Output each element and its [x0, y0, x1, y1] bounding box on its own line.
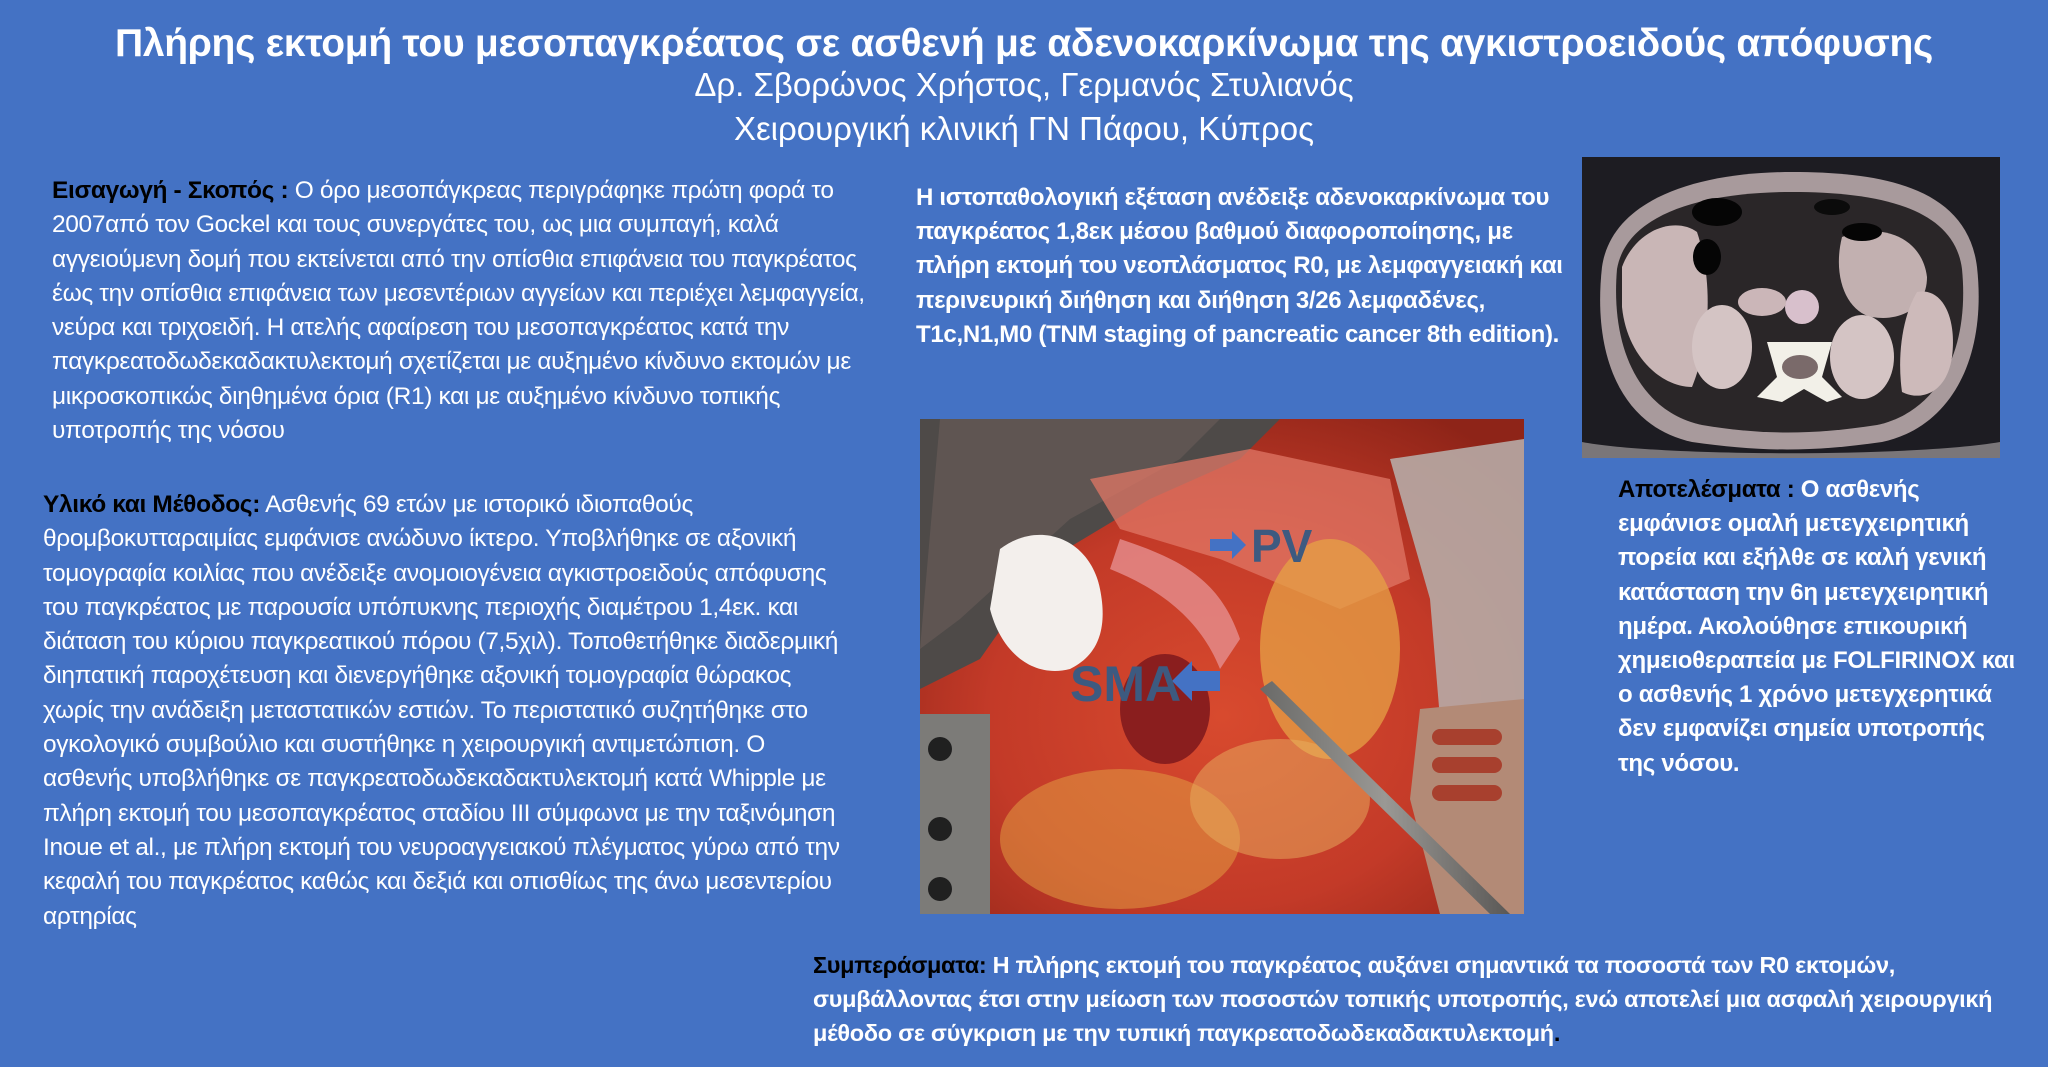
results-section	[1618, 473, 2018, 781]
conclusions-heading: Συμπεράσματα:	[813, 952, 987, 978]
methods-body: Ασθενής 69 ετών με ιστορικό ιδιοπαθούς θρομβοκυτταραιμίας εμφάνισε ανώδυνο ίκτερο. Υποβλήθηκε σε αξονική τομογραφία κοιλίας που ανέδειξε ανομοιογένεια αγκιστροειδούς απόφυσης του παγκρέατος με παρουσία υπόπυκνης περιοχής διαμέτρου 1,4εκ. και διάταση του κύριου παγκρεατικού πόρου (7,5χιλ). Τοποθετήθηκε διαδερμική διηπατική παροχέτευση και διενεργήθηκε αξονική τομογραφία θώρακος χωρίς την ανάδειξη μεταστατικών εστιών. Το περιστατικό συζητήθηκε στο ογκολογικό συμβούλιο και συστήθηκε η χειρουργική αντιμετώπιση. Ο ασθενής υποβλήθηκε σε παγκρεατοδωδεκαδακτυλεκτομή κατά Whipple με πλήρη εκτομή του μεσοπαγκρέατος σταδίου ΙΙΙ σύμφωνα με την ταξινόμηση Inoue et al., με πλήρη εκτομή του νευροαγγειακού πλέγματος γύρω από την κεφαλή του παγκρέατος καθώς και δεξιά και οπισθίως της άνω μεσεντερίου αρτηρίας	[43, 491, 840, 930]
intro-section	[52, 174, 882, 448]
methods-heading: Υλικό και Μέθοδος:	[43, 491, 261, 518]
results-body: Ο ασθενής εμφάνισε ομαλή μετεγχειρητική πορεία και εξήλθε σε καλή γενική κατάσταση την 6η μετεγχειρητική ημέρα. Ακολούθησε επικουρική χημειοθεραπεία με FOLFIRINOX και ο ασθενής 1 χρόνο μετεγχερητικά δεν εμφανίζει σημεία υποτροπής της νόσου.	[1618, 476, 2015, 777]
pv-label: PV	[1251, 520, 1313, 572]
conclusions-section	[813, 948, 2013, 1051]
histology-body: Η ιστοπαθολογική εξέταση ανέδειξε αδενοκαρκίνωμα του παγκρέατος 1,8εκ μέσου βαθμού διαφοροποίησης, με πλήρη εκτομή του νεοπλάσματος R0, με λεμφαγγειακή και περινευρική διήθηση και διήθηση 3/26 λεμφαδένες, T1c,N1,M0 (TNM staging of pancreatic cancer 8th edition).	[916, 184, 1563, 348]
conclusions-end: .	[1553, 1020, 1561, 1047]
intro-heading: Εισαγωγή - Σκοπός :	[52, 177, 289, 204]
ct-scan-illustration	[1582, 157, 2000, 458]
poster-title: Πλήρης εκτομή του μεσοπαγκρέατος σε ασθενή με αδενοκαρκίνωμα της αγκιστροειδούς απόφυσης	[114, 22, 1934, 65]
ct-scan-image	[1582, 157, 2000, 458]
poster-affiliation: Χειρουργική κλινική ΓΝ Πάφου, Κύπρος	[733, 110, 1315, 147]
results-heading: Αποτελέσματα :	[1618, 476, 1795, 503]
methods-section	[43, 488, 843, 934]
surgical-photo	[920, 419, 1524, 914]
surgical-photo-illustration	[920, 419, 1524, 914]
intro-body: Ο όρο μεσοπάγκρεας περιγράφηκε πρώτη φορά το 2007από τον Gockel και τους συνεργάτες του, ως μια συμπαγή, καλά αγγειούμενη δομή που εκτείνεται από την οπίσθια επιφάνεια του παγκρέατος έως την οπίσθια επιφάνεια των μεσεντέριων αγγείων και περιέχει λεμφαγγεία, νεύρα και τριχοειδή. Η ατελής αφαίρεση του μεσοπαγκρέατος κατά την παγκρεατοδωδεκαδακτυλεκτομή σχετίζεται με αυξημένο κίνδυνο εκτομών με μικροσκοπικώς διηθημένα όρια (R1) και με αυξημένο κίνδυνο τοπικής υποτροπής της νόσου	[52, 177, 865, 445]
conclusions-body: Η πλήρης εκτομή του παγκρέατος αυξάνει σημαντικά τα ποσοστά των R0 εκτομών, συμβάλλοντας έτσι στην μείωση των ποσοστών τοπικής υποτροπής, ενώ αποτελεί μια ασφαλή χειρουργική μέθοδο σε σύγκριση με την τυπική παγκρεατοδωδεκαδακτυλεκτομή	[813, 952, 1993, 1047]
sma-label: SMA	[1070, 656, 1182, 712]
poster-authors: Δρ. Σβορώνος Χρήστος, Γερμανός Στυλιανός	[694, 66, 1354, 103]
histology-section	[916, 181, 1586, 352]
